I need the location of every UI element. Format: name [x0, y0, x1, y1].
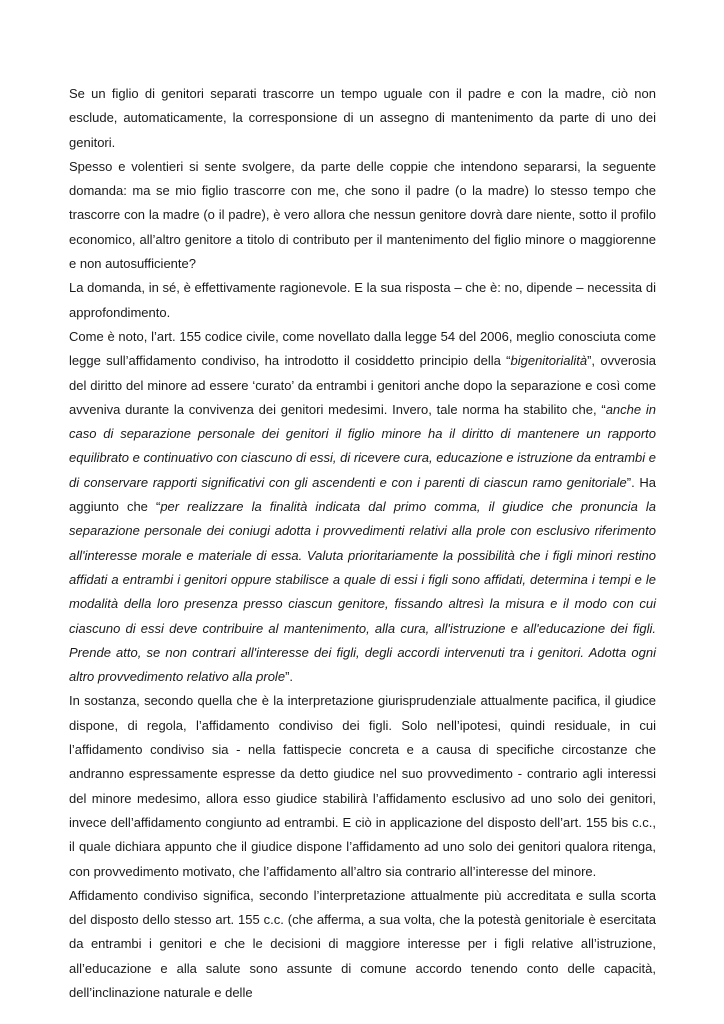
paragraph-2: Spesso e volentieri si sente svolgere, da parte delle coppie che intendono separarsi, la seguente domanda: ma se mio figlio trascorre con me, che sono il padre (o la madre) lo stesso tempo che trascorre con la madre (o il padre), è vero allora che nessun genitore dovrà dare niente, sotto il profilo economico, all’altro genitore a titolo di contributo per il mantenimento del figlio minore o maggiorenne e non autosufficiente? — [69, 158, 656, 272]
paragraph-1: Se un figlio di genitori separati trascorre un tempo uguale con il padre e con la madre, ciò non esclude, automaticamente, la corresponsione di un assegno di mantenimento da parte di uno dei genitori. — [69, 86, 656, 150]
term-bigenitorialita: bigenitorialità — [510, 353, 588, 369]
paragraph-4 — [69, 325, 656, 689]
paragraph-4-text-c: ”, ovverosia del diritto del minore ad essere ‘curato’ da entrambi i genitori anche dopo la separazione e così come avveniva durante la convivenza dei genitori medesimi. Invero, tale norma ha stabilito che, “ — [69, 353, 656, 417]
quote-art-155-second: per realizzare la finalità indicata dal primo comma, il giudice che pronuncia la separazione personale dei coniugi adotta i provvedimenti relativi alla prole con esclusivo riferimento all'interesse morale e materiale di essa. Valuta prioritariamente la possibilità che i figli minori restino affidati a entrambi i genitori oppure stabilisce a quale di essi i figli sono affidati, determina i tempi e le modalità della loro presenza presso ciascun genitore, fissando altresì la misura e il modo con cui ciascuno di essi deve contribuire al mantenimento, alla cura, all'istruzione e all'educazione dei figli. Prende atto, se non contrari all'interesse dei figli, degli accordi intervenuti tra i genitori. Adotta ogni altro provvedimento relativo alla prole — [69, 499, 656, 685]
paragraph-5: In sostanza, secondo quella che è la interpretazione giurisprudenziale attualmente pacifica, il giudice dispone, di regola, l’affidamento condiviso dei figli. Solo nell’ipotesi, quindi residuale, in cui l’affidamento condiviso sia - nella fattispecie concreta e a causa di specifiche circostanze che andranno espressamente espresse da detto giudice nel suo provvedimento - contrario agli interessi del minore medesimo, allora esso giudice stabilirà l’affidamento esclusivo ad uno solo dei genitori, invece dell’affidamento congiunto ad entrambi. E ciò in applicazione del disposto dell’art. 155 bis c.c., il quale dichiara appunto che il giudice dispone l’affidamento ad uno solo dei genitori qualora ritenga, con provvedimento motivato, che l’affidamento all’altro sia contrario all’interesse del minore. — [69, 693, 656, 879]
paragraph-6: Affidamento condiviso significa, secondo l’interpretazione attualmente più accreditata e sulla scorta del disposto dello stesso art. 155 c.c. (che afferma, a sua volta, che la potestà genitoriale è esercitata da entrambi i genitori e che le decisioni di maggiore interesse per i figli relative all’istruzione, all’educazione e alla salute sono assunte di comune accordo tenendo conto delle capacità, dell’inclinazione naturale e delle — [69, 887, 656, 1000]
paragraph-4-text-a: Come è noto, l’art. 155 codice civile, come novellato dalla legge 54 del 2006, meglio conosciuta come legge sull’affidamento condiviso, ha introdotto il cosiddetto principio della “ — [69, 328, 656, 369]
paragraph-4-text-g: ”. — [285, 669, 294, 685]
quote-art-155-first: anche in caso di separazione personale dei genitori il figlio minore ha il diritto di mantenere un rapporto equilibrato e continuativo con ciascuno di essi, di ricevere cura, educazione e istruzione da entrambi e di conservare rapporti significativi con gli ascendenti e con i parenti di ciascun ramo genitoriale — [69, 401, 656, 490]
paragraph-4-text-e: ”. Ha aggiunto che “ — [69, 474, 656, 515]
document-body — [69, 82, 656, 1005]
paragraph-3: La domanda, in sé, è effettivamente ragionevole. E la sua risposta – che è: no, dipende – necessita di approfondimento. — [69, 280, 656, 320]
